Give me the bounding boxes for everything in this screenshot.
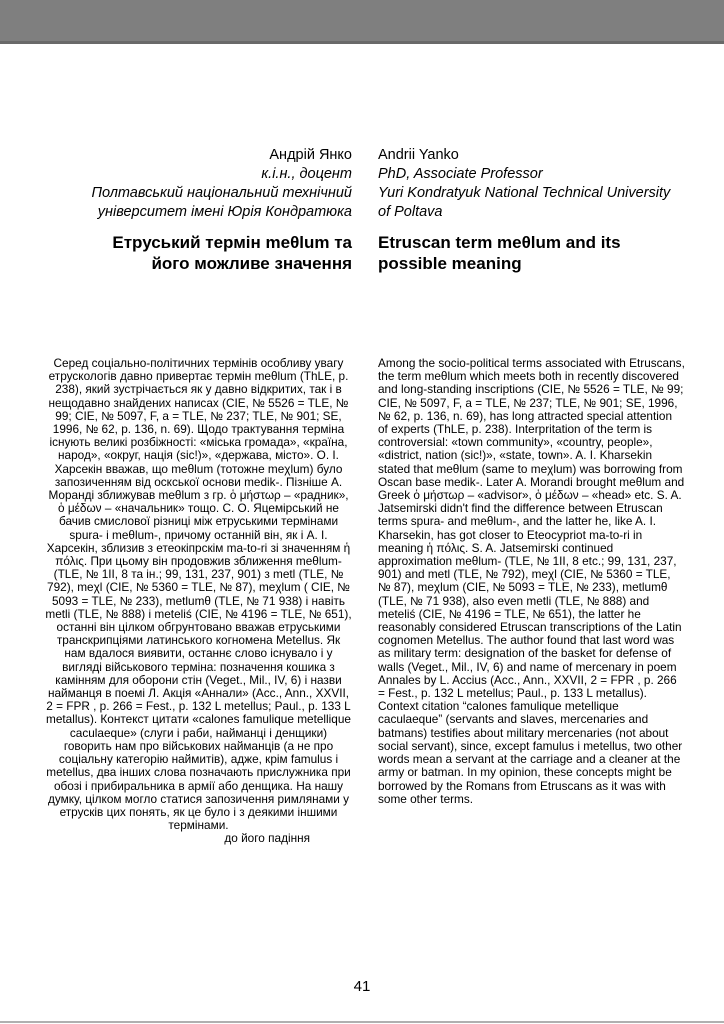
author-affiliation-en: Yuri Kondratyuk National Technical University of Poltava bbox=[378, 185, 671, 220]
author-affiliation-uk: Полтавський національний технічний університет імені Юрія Кондратюка bbox=[91, 185, 352, 220]
abstract-uk-trailing-line: до його падіння bbox=[224, 831, 310, 846]
abstract-body bbox=[0, 357, 724, 846]
abstract-uk-text: Серед соціально-політичних термінів особливу увагу етрускологів давно привертає термін meθlum (ThLE, p. 238), який зустрічається як у давно відкритих, так і в нещодавно знайдених написах (CIE, № 5526 = TLE, № 99; CIE, № 5097, F, a = TLE, № 237; TLE, № 901; SE, 1996, № 62, p. 136, n. 69). Щодо трактування терміна існують великі розбіжності: «міська громада», «країна, народ», «округ, нація (sic!)», «держава, місто». О. І. Харсекін вважав, що meθlum (тотожне meχlum) було запозиченням від оскської основи medik-. Пізніше А. Моранді зближував meθlum з гр. ὁ μήστωρ – «радник», ὁ μέδων – «начальник» тощо. С. О. Яцемірський не бачив смислової різниці між етруськими термінами spura- і meθlum-, причому останній він, як і А. І. Харсекін, зблизив з етеокіпрскім ma-to-ri зі значенням ἡ πόλις. При цьому він продовжив зближення meθlum- (TLE, № 1II, 8 та ін.; 99, 131, 237, 901) з metl (TLE, № 792), meχl (CIE, № 5360 = TLE, № 87), meχlum ( CIE, № 5093 = TLE, № 233), metlumθ (TLE, № 71 938) і навіть metli (TLE, № 888) і meteliś (CIE, № 4196 = TLE, № 651), останні він цілком обгрунтовано вважав етруськими транскрипціями латинського когномена Metellus. Як нам вдалося виявити, останнє слово існувало і у вигляді військового терміна: позначення кошика з камінням для оборони стін (Veget., Mil., IV, 6) і назви найманця в поемі Л. Акція «Аннали» (Acc., Ann., XXVII, 2 = FPR , p. 266 = Fest., p. 132 L metellus; Paul., p. 133 L metallus). Контекст цитати «calones famulique metellique caculaeque» (слуги і раби, найманці і денщики) говорить нам про військових найманців (а не про соціальну категорію наймитів), адже, крім famulus і metellus, два інших слова позначають прислужника при обозі і прибиральника в армії або денщика. На нашу думку, цілком могло статися запозичення римлянами у етрусків цих понять, як це було і з деякими іншими термінами. bbox=[45, 356, 352, 833]
article-title-uk-line2: його можливе значення bbox=[151, 254, 352, 273]
page-number: 41 bbox=[353, 978, 371, 995]
author-block-en bbox=[378, 146, 685, 222]
author-block-uk bbox=[45, 146, 352, 222]
article-titles bbox=[0, 232, 724, 274]
top-bar bbox=[0, 0, 724, 44]
abstract-en bbox=[378, 357, 685, 846]
document-page bbox=[0, 146, 724, 995]
article-title-uk bbox=[45, 232, 352, 274]
abstract-en-text: Among the socio-political terms associated with Etruscans, the term meθlum which meets both in recently discovered and long-standing inscriptions (CIE, № 5526 = TLE, № 99; CIE, № 5097, F, a = TLE, № 237; TLE, № 901; SE, 1996, № 62, p. 136, n. 69), has long attracted special attention of experts (ThLE, p. 238). Interpritation of the term is controversial: «town community», «country, people», «district, nation (sic!)», «state, town». A. I. Kharsekin stated that meθlum (same to meχlum) was borrowing from Oscan base medik-. Later A. Morandi brought meθlum and Greek ὁ μήστωρ – «advisor», ὁ μέδων – «head» etc. S. A. Jatsemirski didn't find the difference between Etruscan terms spura- and meθlum-, and the latter he, like A. I. Kharsekin, has got closer to Eteocypriot ma-to-ri in meaning ἡ πόλις. S. A. Jatsemirski continued approximation meθlum- (TLE, № 1II, 8 etc.; 99, 131, 237, 901) and metl (TLE, № 792), meχl (CIE, № 5360 = TLE, № 87), meχlum (CIE, № 5093 = TLE, № 233), metlumθ (TLE, № 71 938), also even metli (TLE, № 888) and meteliś (CIE, № 4196 = TLE, № 651), the latter he reasonably considered Etruscan transcriptions of the Latin cognomen Metellus. The author found that last word was as military term: designation of the basket for defense of walls (Veget., Mil., IV, 6) and name of mercenary in poem Annales by L. Accius (Acc., Ann., XXVII, 2 = FPR , p. 266 = Fest., p. 132 L metellus; Paul., p. 133 L metallus). Context citation “calones famulique metellique caculaeque” (servants and slaves, mercenaries and batmans) testifies about military mercenaries (not about social servant), since, except famulus i metellus, two other words mean a servant at the carriage and a cleaner at the army or batman. In my opinion, these concepts might be borrowed by the Romans from Etruscans as it was with some other terms. bbox=[378, 356, 685, 806]
abstract-uk bbox=[45, 357, 352, 846]
author-degree-uk: к.і.н., доцент bbox=[261, 166, 352, 182]
article-title-en bbox=[378, 232, 685, 274]
article-title-uk-line1: Етруський термін meθlum та bbox=[112, 233, 352, 252]
author-name-uk: Андрій Янко bbox=[269, 147, 352, 163]
author-header bbox=[0, 146, 724, 222]
author-name-en: Andrii Yanko bbox=[378, 147, 459, 163]
article-title-en-line1: Etruscan term meθlum and its bbox=[378, 233, 621, 252]
author-degree-en: PhD, Associate Professor bbox=[378, 166, 543, 182]
bottom-edge-line bbox=[0, 1021, 724, 1023]
article-title-en-line2: possible meaning bbox=[378, 254, 522, 273]
